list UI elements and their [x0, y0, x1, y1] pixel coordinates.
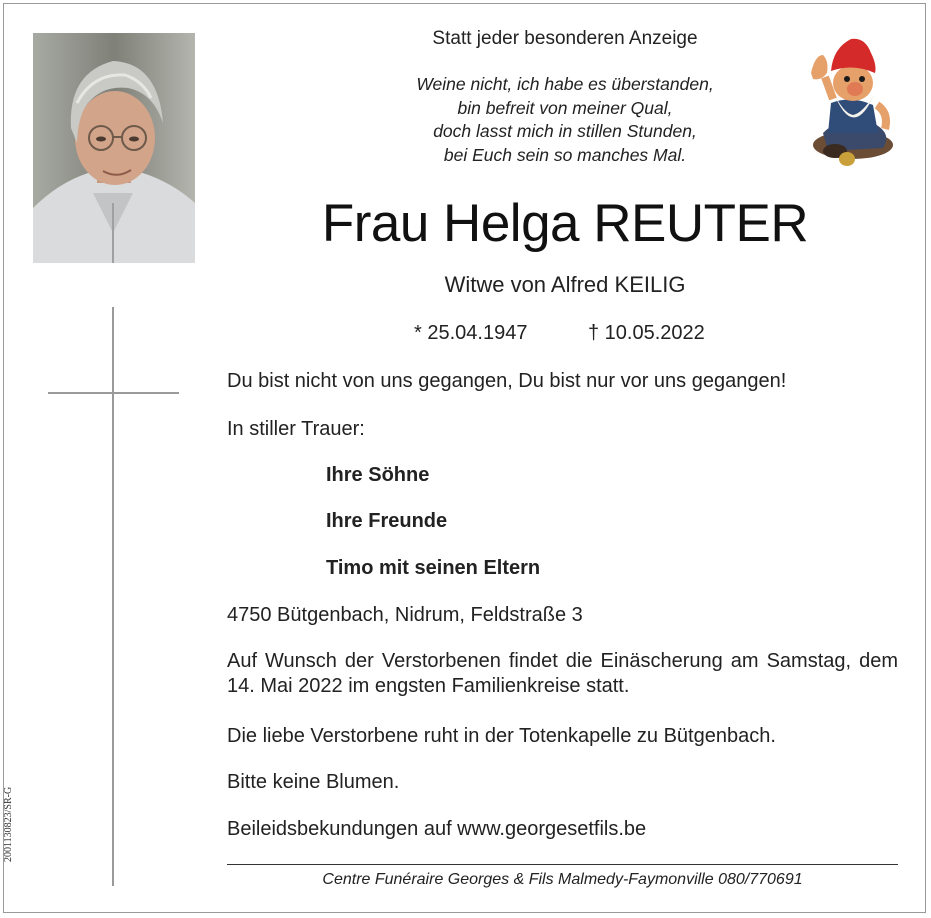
- quote-line: Du bist nicht von uns gegangen, Du bist nur vor uns gegangen!: [227, 370, 787, 392]
- death-date: † 10.05.2022: [588, 322, 705, 344]
- address: 4750 Bütgenbach, Nidrum, Feldstraße 3: [227, 604, 583, 626]
- flowers-notice: Bitte keine Blumen.: [227, 771, 400, 793]
- poem-line: doch lasst mich in stillen Stunden,: [433, 121, 697, 141]
- funeral-home-footer: Centre Funéraire Georges & Fils Malmedy-Faymonville 080/770691: [322, 871, 803, 888]
- cross-icon-bar: [48, 392, 179, 394]
- widow-of-line: Witwe von Alfred KEILIG: [444, 272, 686, 297]
- mourning-intro: In stiller Trauer:: [227, 418, 365, 440]
- cremation-notice: Auf Wunsch der Verstorbenen findet die Einäscherung am Samstag, dem 14. Mai 2022 im engsten Familienkreise statt.: [227, 650, 898, 697]
- footer-divider: [227, 864, 898, 865]
- intro-line: Statt jeder besonderen Anzeige: [432, 28, 698, 49]
- poem: [330, 73, 800, 167]
- birth-date: * 25.04.1947: [414, 322, 528, 344]
- reference-code: 2001130823/SR-G: [3, 786, 14, 862]
- garden-gnome-figurine: [803, 33, 899, 167]
- poem-line: bei Euch sein so manches Mal.: [443, 144, 687, 165]
- mourner-friends: Ihre Freunde: [326, 510, 448, 532]
- condolences-line: Beileidsbekundungen auf www.georgesetfils.be: [227, 818, 647, 840]
- deceased-name: Frau Helga REUTER: [321, 194, 809, 253]
- mourner-timo: Timo mit seinen Eltern: [326, 557, 541, 579]
- portrait-photo: [33, 33, 195, 263]
- poem-line: bin befreit von meiner Qual,: [457, 97, 673, 118]
- mourner-sons: Ihre Söhne: [326, 464, 430, 486]
- chapel-notice: Die liebe Verstorbene ruht in der Totenkapelle zu Bütgenbach.: [227, 725, 776, 747]
- poem-line: Weine nicht, ich habe es überstanden,: [416, 74, 714, 94]
